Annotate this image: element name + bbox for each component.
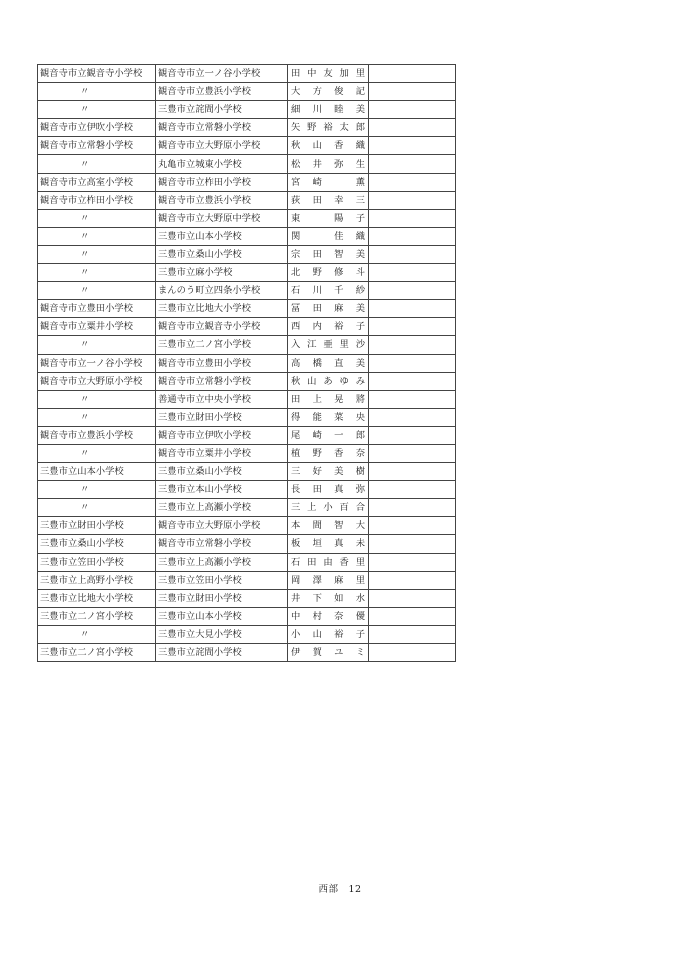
note-cell: [369, 499, 456, 517]
new-school-cell: 三豊市立二ノ宮小学校: [156, 336, 288, 354]
note-cell: [369, 354, 456, 372]
new-school-cell: 三豊市立山本小学校: [156, 607, 288, 625]
current-school-cell: 観音寺市立粟井小学校: [38, 318, 156, 336]
note-cell: [369, 408, 456, 426]
table-row: [38, 173, 456, 191]
person-name: 北 野 修 斗: [291, 267, 365, 279]
table-row: [38, 119, 456, 137]
person-name: 石 田 由 香 里: [291, 556, 365, 568]
person-name-cell: [288, 101, 369, 119]
table-row: [38, 553, 456, 571]
current-school-cell: 〃: [38, 390, 156, 408]
person-name: 板 垣 真 未: [291, 538, 365, 550]
person-name: 伊 賀 ユ ミ: [291, 647, 365, 659]
person-name: 東 陽 子: [291, 212, 365, 224]
table-row: [38, 444, 456, 462]
person-name: 田 上 晃 將: [291, 393, 365, 405]
person-name-cell: [288, 354, 369, 372]
current-school-cell: 〃: [38, 444, 156, 462]
new-school-cell: 観音寺市立観音寺小学校: [156, 318, 288, 336]
new-school-cell: 観音寺市立豊浜小学校: [156, 191, 288, 209]
current-school-cell: 観音寺市立一ノ谷小学校: [38, 354, 156, 372]
table-row: [38, 625, 456, 643]
new-school-cell: 三豊市立財田小学校: [156, 589, 288, 607]
current-school-cell: 〃: [38, 227, 156, 245]
new-school-cell: 三豊市立詫間小学校: [156, 101, 288, 119]
new-school-cell: 三豊市立大見小学校: [156, 625, 288, 643]
person-name-cell: [288, 227, 369, 245]
person-name-cell: [288, 444, 369, 462]
person-name: 宗 田 智 美: [291, 248, 365, 260]
table-row: [38, 535, 456, 553]
current-school-cell: 三豊市立上高野小学校: [38, 571, 156, 589]
note-cell: [369, 65, 456, 83]
current-school-cell: 〃: [38, 499, 156, 517]
person-name-cell: [288, 264, 369, 282]
note-cell: [369, 481, 456, 499]
person-name-cell: [288, 644, 369, 662]
new-school-cell: 三豊市立山本小学校: [156, 227, 288, 245]
table-row: [38, 426, 456, 444]
current-school-cell: 三豊市立二ノ宮小学校: [38, 607, 156, 625]
person-name-cell: [288, 137, 369, 155]
person-name: 得 能 菜 央: [291, 411, 365, 423]
note-cell: [369, 625, 456, 643]
note-cell: [369, 372, 456, 390]
note-cell: [369, 318, 456, 336]
person-name: 本 間 智 大: [291, 520, 365, 532]
note-cell: [369, 83, 456, 101]
current-school-cell: 観音寺市立豊田小学校: [38, 300, 156, 318]
new-school-cell: 三豊市立上高瀬小学校: [156, 553, 288, 571]
new-school-cell: 三豊市立本山小学校: [156, 481, 288, 499]
person-name: 入 江 亜 里 沙: [291, 339, 365, 351]
new-school-cell: 観音寺市立大野原小学校: [156, 517, 288, 535]
current-school-cell: 三豊市立比地大小学校: [38, 589, 156, 607]
note-cell: [369, 227, 456, 245]
person-name-cell: [288, 589, 369, 607]
current-school-cell: 観音寺市立観音寺小学校: [38, 65, 156, 83]
person-name-cell: [288, 625, 369, 643]
person-name: 三 上 小 百 合: [291, 502, 365, 514]
table-row: [38, 589, 456, 607]
note-cell: [369, 444, 456, 462]
current-school-cell: 〃: [38, 101, 156, 119]
person-name: 石 川 千 紗: [291, 285, 365, 297]
current-school-cell: 〃: [38, 408, 156, 426]
new-school-cell: 三豊市立上高瀬小学校: [156, 499, 288, 517]
person-name: 矢 野 裕 太 郎: [291, 122, 365, 134]
person-name-cell: [288, 426, 369, 444]
current-school-cell: 〃: [38, 155, 156, 173]
person-name-cell: [288, 65, 369, 83]
note-cell: [369, 155, 456, 173]
person-name-cell: [288, 372, 369, 390]
new-school-cell: 観音寺市立常磐小学校: [156, 372, 288, 390]
person-name-cell: [288, 245, 369, 263]
person-name-cell: [288, 318, 369, 336]
person-name-cell: [288, 553, 369, 571]
new-school-cell: 三豊市立桑山小学校: [156, 463, 288, 481]
table-row: [38, 155, 456, 173]
person-name: 三 好 美 樹: [291, 466, 365, 478]
person-name: 西 内 裕 子: [291, 321, 365, 333]
note-cell: [369, 137, 456, 155]
note-cell: [369, 553, 456, 571]
person-name-cell: [288, 463, 369, 481]
note-cell: [369, 101, 456, 119]
new-school-cell: 観音寺市立大野原小学校: [156, 137, 288, 155]
person-name-cell: [288, 535, 369, 553]
person-name: 秋 山 あ ゆ み: [291, 375, 365, 387]
new-school-cell: まんのう町立四条小学校: [156, 282, 288, 300]
table-row: [38, 463, 456, 481]
person-name: 細 川 睦 美: [291, 104, 365, 116]
person-name: 岡 澤 麻 里: [291, 574, 365, 586]
person-name: 小 山 裕 子: [291, 628, 365, 640]
current-school-cell: 〃: [38, 481, 156, 499]
table-row: [38, 300, 456, 318]
table-row: [38, 137, 456, 155]
note-cell: [369, 209, 456, 227]
current-school-cell: 〃: [38, 625, 156, 643]
person-name: 植 野 香 奈: [291, 448, 365, 460]
note-cell: [369, 426, 456, 444]
person-name: 高 橋 直 美: [291, 357, 365, 369]
note-cell: [369, 336, 456, 354]
table-row: [38, 336, 456, 354]
current-school-cell: 観音寺市立常磐小学校: [38, 137, 156, 155]
new-school-cell: 観音寺市立粟井小学校: [156, 444, 288, 462]
note-cell: [369, 644, 456, 662]
current-school-cell: 観音寺市立大野原小学校: [38, 372, 156, 390]
current-school-cell: 観音寺市立柞田小学校: [38, 191, 156, 209]
person-name-cell: [288, 336, 369, 354]
person-name-cell: [288, 517, 369, 535]
page-number-label: 西部 12: [318, 884, 362, 895]
current-school-cell: 三豊市立山本小学校: [38, 463, 156, 481]
person-name-cell: [288, 481, 369, 499]
new-school-cell: 三豊市立財田小学校: [156, 408, 288, 426]
current-school-cell: 〃: [38, 264, 156, 282]
note-cell: [369, 191, 456, 209]
new-school-cell: 三豊市立比地大小学校: [156, 300, 288, 318]
current-school-cell: 〃: [38, 245, 156, 263]
note-cell: [369, 119, 456, 137]
table-row: [38, 607, 456, 625]
current-school-cell: 〃: [38, 83, 156, 101]
new-school-cell: 観音寺市立豊田小学校: [156, 354, 288, 372]
person-name-cell: [288, 499, 369, 517]
person-name-cell: [288, 83, 369, 101]
person-name: 大 方 俊 記: [291, 86, 365, 98]
table-row: [38, 282, 456, 300]
table-body: [38, 65, 456, 662]
person-name: 荻 田 幸 三: [291, 194, 365, 206]
table-row: [38, 83, 456, 101]
current-school-cell: 〃: [38, 336, 156, 354]
current-school-cell: 〃: [38, 282, 156, 300]
current-school-cell: 三豊市立二ノ宮小学校: [38, 644, 156, 662]
table-row: [38, 318, 456, 336]
person-name: 井 下 如 水: [291, 592, 365, 604]
person-name: 長 田 真 弥: [291, 484, 365, 496]
new-school-cell: 三豊市立麻小学校: [156, 264, 288, 282]
table-row: [38, 245, 456, 263]
new-school-cell: 観音寺市立伊吹小学校: [156, 426, 288, 444]
table-row: [38, 227, 456, 245]
person-name-cell: [288, 282, 369, 300]
note-cell: [369, 390, 456, 408]
table-row: [38, 101, 456, 119]
current-school-cell: 観音寺市立伊吹小学校: [38, 119, 156, 137]
new-school-cell: 観音寺市立大野原中学校: [156, 209, 288, 227]
person-name: 関 佳 織: [291, 230, 365, 242]
person-name-cell: [288, 155, 369, 173]
new-school-cell: 観音寺市立常磐小学校: [156, 535, 288, 553]
table-row: [38, 517, 456, 535]
person-name-cell: [288, 209, 369, 227]
person-name: 冨 田 麻 美: [291, 303, 365, 315]
new-school-cell: 三豊市立笠田小学校: [156, 571, 288, 589]
new-school-cell: 観音寺市立常磐小学校: [156, 119, 288, 137]
table-row: [38, 354, 456, 372]
table-row: [38, 499, 456, 517]
table-row: [38, 408, 456, 426]
person-name-cell: [288, 571, 369, 589]
table-row: [38, 209, 456, 227]
table-row: [38, 571, 456, 589]
new-school-cell: 観音寺市立一ノ谷小学校: [156, 65, 288, 83]
new-school-cell: 善通寺市立中央小学校: [156, 390, 288, 408]
table-row: [38, 65, 456, 83]
note-cell: [369, 282, 456, 300]
person-name: 宮 崎 薫: [291, 176, 365, 188]
page-footer: [0, 881, 680, 895]
transfer-table: [37, 64, 456, 662]
person-name-cell: [288, 119, 369, 137]
note-cell: [369, 517, 456, 535]
new-school-cell: 三豊市立桑山小学校: [156, 245, 288, 263]
new-school-cell: 観音寺市立柞田小学校: [156, 173, 288, 191]
person-name: 秋 山 香 織: [291, 140, 365, 152]
person-name: 尾 崎 一 郎: [291, 429, 365, 441]
person-name: 松 井 弥 生: [291, 158, 365, 170]
note-cell: [369, 571, 456, 589]
current-school-cell: 観音寺市立豊浜小学校: [38, 426, 156, 444]
new-school-cell: 三豊市立詫間小学校: [156, 644, 288, 662]
person-name-cell: [288, 607, 369, 625]
current-school-cell: 観音寺市立高室小学校: [38, 173, 156, 191]
current-school-cell: 三豊市立笠田小学校: [38, 553, 156, 571]
current-school-cell: 〃: [38, 209, 156, 227]
table-row: [38, 644, 456, 662]
new-school-cell: 丸亀市立城東小学校: [156, 155, 288, 173]
note-cell: [369, 300, 456, 318]
person-name: 田 中 友 加 里: [291, 68, 365, 80]
person-name-cell: [288, 408, 369, 426]
note-cell: [369, 535, 456, 553]
table-row: [38, 264, 456, 282]
person-name-cell: [288, 390, 369, 408]
table-row: [38, 191, 456, 209]
person-name: 中 村 奈 優: [291, 610, 365, 622]
new-school-cell: 観音寺市立豊浜小学校: [156, 83, 288, 101]
current-school-cell: 三豊市立桑山小学校: [38, 535, 156, 553]
note-cell: [369, 264, 456, 282]
person-name-cell: [288, 300, 369, 318]
table-row: [38, 390, 456, 408]
table-row: [38, 481, 456, 499]
current-school-cell: 三豊市立財田小学校: [38, 517, 156, 535]
note-cell: [369, 589, 456, 607]
person-name-cell: [288, 173, 369, 191]
note-cell: [369, 607, 456, 625]
note-cell: [369, 173, 456, 191]
note-cell: [369, 463, 456, 481]
person-name-cell: [288, 191, 369, 209]
note-cell: [369, 245, 456, 263]
table-row: [38, 372, 456, 390]
